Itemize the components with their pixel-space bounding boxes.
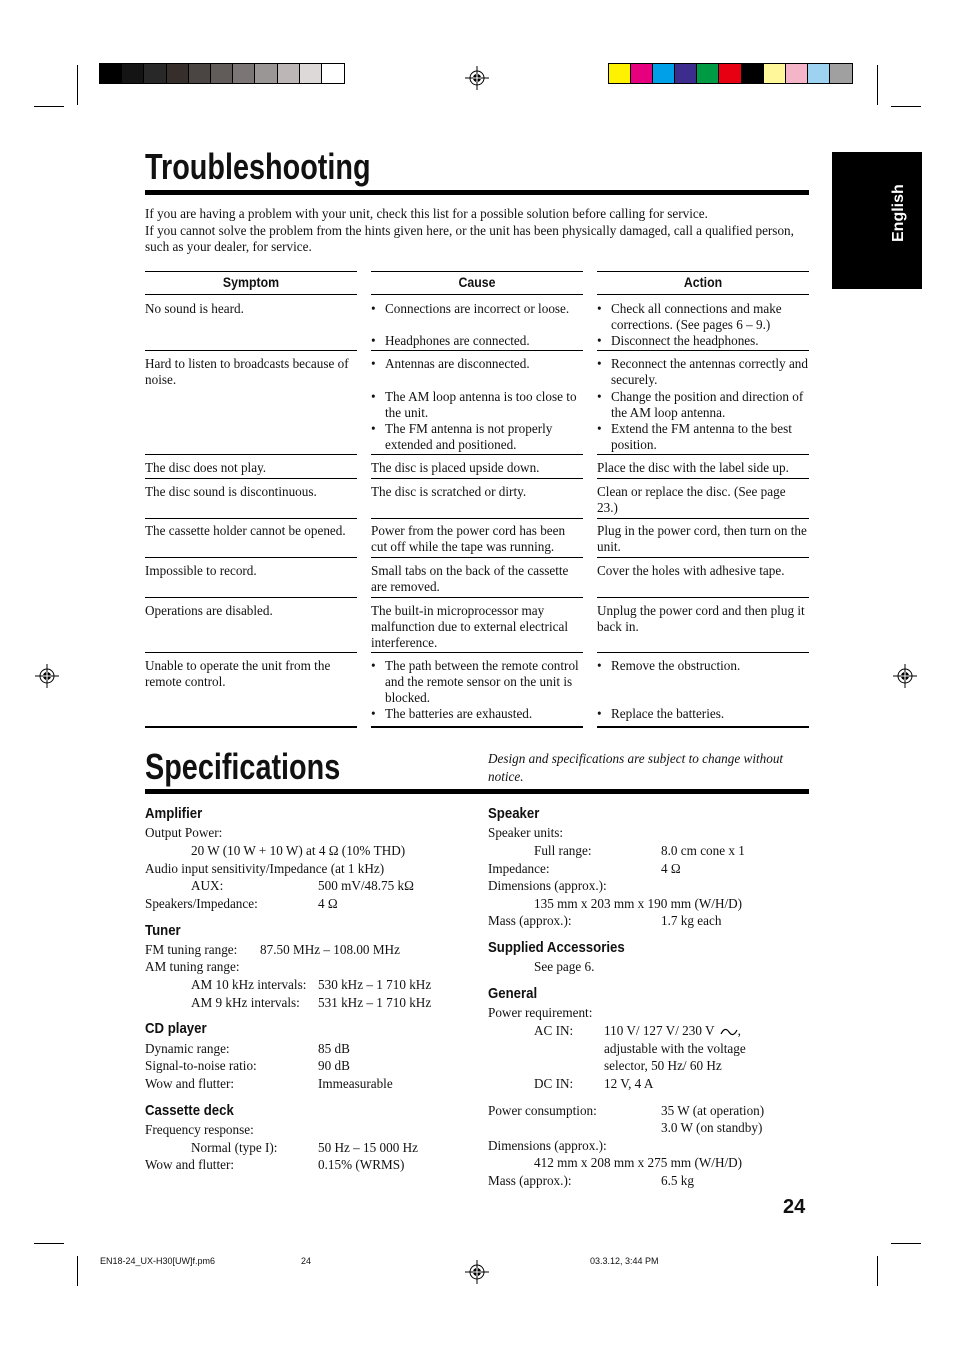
table-cell-symptom: Operations are disabled.	[145, 603, 273, 618]
ac-symbol-icon	[720, 1026, 738, 1038]
table-cell-symptom: The disc sound is discontinuous.	[145, 484, 317, 499]
spec-value: 50 Hz – 15 000 Hz	[318, 1140, 418, 1155]
spec-value: 6.5 kg	[661, 1173, 694, 1188]
table-rule	[145, 271, 357, 272]
color-swatch	[742, 64, 764, 83]
table-cell-cause: The disc is scratched or dirty.	[371, 484, 527, 499]
table-cell-action-item: • Replace the batteries.	[597, 706, 809, 722]
cassette-deck-heading: Cassette deck	[145, 1102, 234, 1119]
table-cell-action: Unplug the power cord and then plug it back in.	[597, 603, 805, 634]
table-rule	[145, 557, 357, 558]
table-rule	[597, 350, 809, 351]
table-cell-symptom: The disc does not play.	[145, 460, 267, 475]
title-rule	[145, 190, 809, 195]
color-swatch	[697, 64, 719, 83]
table-rule	[145, 478, 357, 479]
spec-label: Power requirement:	[488, 1005, 593, 1020]
crop-mark	[877, 65, 878, 105]
amplifier-heading: Amplifier	[145, 805, 203, 822]
spec-label: Speakers/Impedance:	[145, 896, 258, 911]
registration-mark-icon	[35, 664, 59, 688]
table-rule	[371, 557, 583, 558]
specifications-title: Specifications	[145, 746, 341, 787]
spec-label: AUX:	[191, 878, 224, 893]
spec-value: 35 W (at operation)	[661, 1103, 765, 1118]
table-rule	[371, 726, 583, 728]
table-rule	[371, 271, 583, 272]
cd-player-heading: CD player	[145, 1020, 207, 1037]
color-swatch	[675, 64, 697, 83]
table-rule	[597, 557, 809, 558]
spec-label: AC IN:	[534, 1023, 574, 1038]
table-cell-symptom: The cassette holder cannot be opened.	[145, 523, 346, 538]
color-swatch	[167, 64, 189, 83]
spec-value: selector, 50 Hz/ 60 Hz	[604, 1058, 722, 1073]
spec-label: Speaker units:	[488, 825, 564, 840]
spec-value: 87.50 MHz – 108.00 MHz	[260, 942, 400, 957]
crop-mark	[891, 106, 921, 107]
spec-value: 530 kHz – 1 710 kHz	[318, 977, 432, 992]
table-rule	[145, 294, 357, 295]
table-rule	[145, 652, 357, 653]
table-cell-cause-item: • Headphones are connected.	[371, 333, 583, 349]
spec-label: Power consumption:	[488, 1103, 597, 1118]
table-header-cause: Cause	[458, 274, 496, 290]
color-swatch	[278, 64, 300, 83]
spec-label: Signal-to-noise ratio:	[145, 1058, 257, 1073]
spec-label: Wow and flutter:	[145, 1157, 235, 1172]
table-cell-cause-item: • The batteries are exhausted.	[371, 706, 583, 722]
table-rule	[371, 597, 583, 598]
table-rule	[145, 454, 357, 455]
supplied-accessories-heading: Supplied Accessories	[488, 939, 625, 956]
spec-label: AM 9 kHz intervals:	[191, 995, 300, 1010]
color-swatch	[719, 64, 741, 83]
table-rule	[371, 478, 583, 479]
color-swatch	[653, 64, 675, 83]
spec-label: FM tuning range:	[145, 942, 238, 957]
spec-label: Mass (approx.):	[488, 1173, 572, 1188]
intro-line-1: If you are having a problem with your unit, check this list for a possible solution before calling for service.	[145, 206, 708, 221]
spec-label: Output Power:	[145, 825, 223, 840]
table-cell-symptom: Unable to operate the unit from the remote control.	[145, 658, 331, 689]
spec-value: 85 dB	[318, 1041, 350, 1056]
registration-mark-icon	[893, 664, 917, 688]
spec-value: 500 mV/48.75 kΩ	[318, 878, 414, 893]
crop-mark	[877, 1256, 878, 1286]
spec-value: 0.15% (WRMS)	[318, 1157, 405, 1172]
color-swatch	[786, 64, 808, 83]
registration-mark-icon	[465, 1260, 489, 1284]
table-cell-action-item: • Reconnect the antennas correctly and securely.	[597, 356, 809, 388]
table-cell-symptom: Hard to listen to broadcasts because of noise.	[145, 356, 349, 387]
crop-mark	[77, 65, 78, 105]
table-cell-cause-item: • Connections are incorrect or loose.	[371, 301, 583, 317]
table-cell-action-item: • Change the position and direction of the AM loop antenna.	[597, 389, 809, 421]
page-number: 24	[783, 1196, 806, 1218]
color-swatch	[189, 64, 211, 83]
crop-mark	[77, 1256, 78, 1286]
spec-value: 1.7 kg each	[661, 913, 722, 928]
table-cell-cause-item: • The FM antenna is not properly extended and positioned.	[371, 421, 583, 453]
spec-value: adjustable with the voltage	[604, 1041, 746, 1056]
specs-rule	[145, 789, 809, 794]
table-rule	[371, 652, 583, 653]
spec-value: 135 mm x 203 mm x 190 mm (W/H/D)	[534, 896, 743, 911]
spec-label: AM tuning range:	[145, 959, 240, 974]
color-swatch	[300, 64, 322, 83]
footer-file: EN18-24_UX-H30[UW]f.pm6	[100, 1256, 216, 1266]
color-swatch	[255, 64, 277, 83]
ac-voltage-suffix: ,	[737, 1023, 741, 1038]
spec-label: Normal (type I):	[191, 1140, 278, 1155]
color-swatch	[233, 64, 255, 83]
spec-value	[604, 1023, 741, 1039]
table-rule	[145, 597, 357, 598]
spec-label: Audio input sensitivity/Impedance (at 1 kHz)	[145, 861, 385, 876]
speaker-heading: Speaker	[488, 805, 540, 822]
table-rule	[597, 518, 809, 519]
table-rule	[145, 726, 357, 728]
ac-voltage: 110 V/ 127 V/ 230 V	[604, 1023, 715, 1038]
table-rule	[597, 597, 809, 598]
color-swatch	[144, 64, 166, 83]
table-cell-cause-item: • The AM loop antenna is too close to the unit.	[371, 389, 583, 421]
table-cell-symptom: No sound is heard.	[145, 301, 244, 316]
troubleshooting-title: Troubleshooting	[145, 146, 371, 187]
intro-line-2: If you cannot solve the problem from the hints given here, or the unit has been physically damaged, call a qualified person, such as your dealer, for service.	[145, 222, 794, 254]
table-rule	[597, 271, 809, 272]
spec-value: 4 Ω	[318, 896, 338, 911]
spec-value: 531 kHz – 1 710 kHz	[318, 995, 432, 1010]
table-cell-cause-item: • Antennas are disconnected.	[371, 356, 583, 372]
color-swatch	[211, 64, 233, 83]
troubleshooting-intro	[145, 206, 809, 256]
spec-label: Dimensions (approx.):	[488, 1138, 607, 1153]
spec-label: Mass (approx.):	[488, 913, 572, 928]
spec-value: 3.0 W (on standby)	[661, 1120, 763, 1135]
table-cell-cause: The disc is placed upside down.	[371, 460, 540, 475]
general-heading: General	[488, 985, 538, 1002]
table-cell-action-item: • Extend the FM antenna to the best position.	[597, 421, 809, 453]
table-cell-action: Place the disc with the label side up.	[597, 460, 789, 475]
footer-page: 24	[301, 1256, 312, 1266]
table-rule	[597, 294, 809, 295]
color-swatch	[808, 64, 830, 83]
table-cell-action-item: • Check all connections and make corrections. (See pages 6 – 9.)	[597, 301, 809, 333]
table-rule	[371, 454, 583, 455]
table-rule	[371, 518, 583, 519]
table-cell-action-item: • Disconnect the headphones.	[597, 333, 809, 349]
color-swatch	[830, 64, 852, 83]
table-header-action: Action	[683, 274, 723, 290]
grayscale-bar	[99, 63, 345, 84]
table-rule	[145, 518, 357, 519]
spec-value: 4 Ω	[661, 861, 681, 876]
color-swatch	[322, 64, 344, 83]
spec-label: Dimensions (approx.):	[488, 878, 607, 893]
color-swatch	[764, 64, 786, 83]
color-swatch	[609, 64, 631, 83]
table-cell-cause: Small tabs on the back of the cassette are removed.	[371, 563, 569, 594]
table-rule	[371, 294, 583, 295]
table-rule	[371, 350, 583, 351]
crop-mark	[34, 106, 64, 107]
table-cell-symptom: Impossible to record.	[145, 563, 257, 578]
crop-mark	[891, 1243, 921, 1244]
spec-value: 412 mm x 208 mm x 275 mm (W/H/D)	[534, 1155, 743, 1170]
spec-value: 20 W (10 W + 10 W) at 4 Ω (10% THD)	[191, 843, 406, 858]
spec-value: 12 V, 4 A	[604, 1076, 654, 1091]
spec-value: See page 6.	[534, 959, 595, 974]
table-cell-cause: Power from the power cord has been cut off while the tape was running.	[371, 523, 566, 554]
table-cell-action-item: • Remove the obstruction.	[597, 658, 809, 674]
spec-label: Full range:	[534, 843, 592, 858]
spec-label: DC IN:	[534, 1076, 574, 1091]
spec-label: AM 10 kHz intervals:	[191, 977, 307, 992]
crop-mark	[34, 1243, 64, 1244]
specifications-notice: Design and specifications are subject to change without notice.	[488, 751, 784, 784]
registration-mark-icon	[465, 66, 489, 90]
table-rule	[145, 350, 357, 351]
color-swatch	[122, 64, 144, 83]
table-header-symptom: Symptom	[222, 274, 280, 290]
table-cell-cause-item: • The path between the remote control and the remote sensor on the unit is blocked.	[371, 658, 583, 706]
spec-value: 8.0 cm cone x 1	[661, 843, 745, 858]
table-cell-action: Plug in the power cord, then turn on the unit.	[597, 523, 807, 554]
color-swatch	[100, 64, 122, 83]
tuner-heading: Tuner	[145, 922, 181, 939]
spec-label: Wow and flutter:	[145, 1076, 235, 1091]
language-tab	[832, 152, 922, 289]
footer-date: 03.3.12, 3:44 PM	[590, 1256, 659, 1266]
spec-value: 90 dB	[318, 1058, 350, 1073]
table-cell-action: Clean or replace the disc. (See page 23.)	[597, 484, 786, 515]
table-rule	[597, 726, 809, 728]
spec-value: Immeasurable	[318, 1076, 393, 1091]
spec-label: Frequency response:	[145, 1122, 254, 1137]
spec-label: Impedance:	[488, 861, 550, 876]
table-rule	[597, 454, 809, 455]
table-cell-cause: The built-in microprocessor may malfunction due to external electrical interference.	[371, 603, 568, 650]
table-cell-action: Cover the holes with adhesive tape.	[597, 563, 785, 578]
table-rule	[597, 652, 809, 653]
language-tab-label: English	[890, 184, 907, 242]
process-color-bar	[608, 63, 853, 84]
table-rule	[597, 478, 809, 479]
spec-label: Dynamic range:	[145, 1041, 230, 1056]
color-swatch	[631, 64, 653, 83]
